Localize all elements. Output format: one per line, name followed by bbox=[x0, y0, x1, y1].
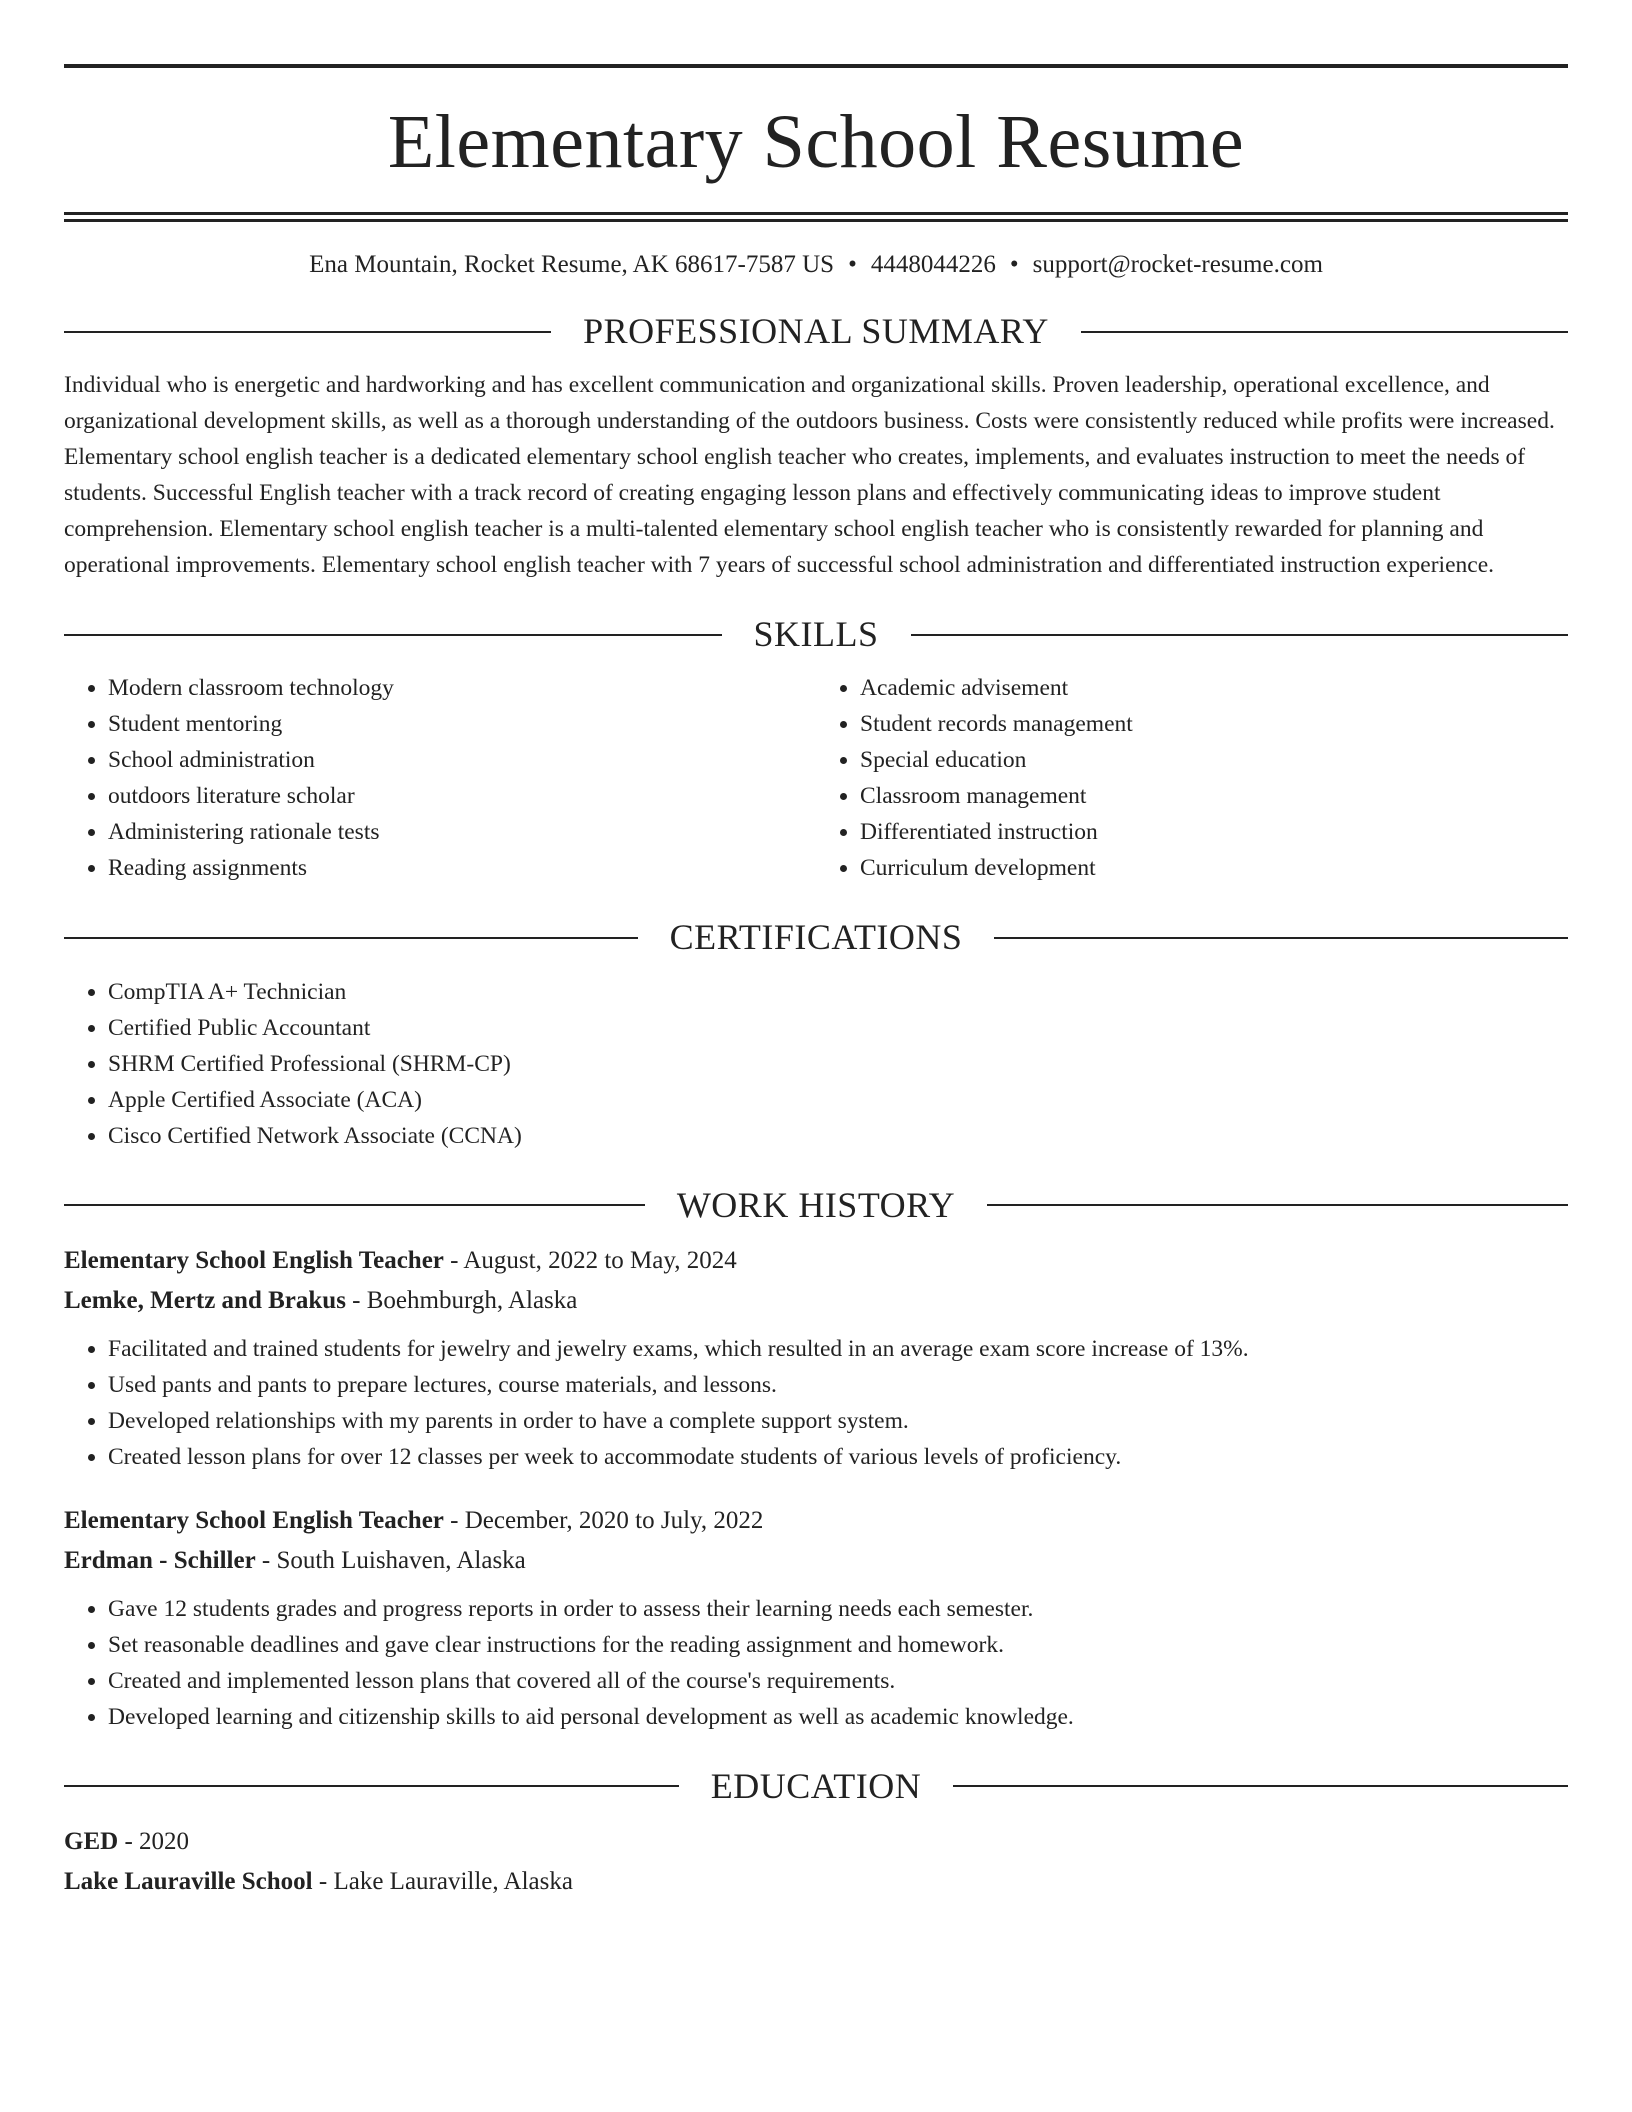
skill-item: • Academic advisement bbox=[860, 670, 1568, 706]
job-company-line bbox=[64, 1281, 1568, 1321]
education-year: 2020 bbox=[139, 1827, 190, 1855]
heading-rule bbox=[64, 1785, 679, 1787]
section-title: PROFESSIONAL SUMMARY bbox=[583, 311, 1049, 351]
certification-item: • Cisco Certified Network Associate (CCNA) bbox=[108, 1118, 1568, 1154]
contact-phone: 4448044226 bbox=[870, 251, 996, 278]
section-heading-summary bbox=[64, 310, 1568, 353]
job-duty: • Set reasonable deadlines and gave clear instructions for the reading assignment and homework. bbox=[108, 1627, 1568, 1663]
section-title: EDUCATION bbox=[710, 1765, 922, 1806]
summary-text: Individual who is energetic and hardworking and has excellent communication and organizational skills. Proven leadership, operational excellence, and organizational development skills, as well as a thorough understanding of the outdoors business. Costs were consistently reduced while profits were increased. Elementary school english teacher is a dedicated elementary school english teacher who creates, implements, and evaluates instruction to meet the needs of students. Successful English teacher with a track record of creating engaging lesson plans and effectively communicating ideas to improve student comprehension. Elementary school english teacher is a multi-talented elementary school english teacher who is consistently rewarded for planning and operational improvements. Elementary school english teacher with 7 years of successful school administration and differentiated instruction experience. bbox=[64, 372, 1555, 579]
education-school-line bbox=[64, 1862, 1568, 1902]
resume-page bbox=[64, 64, 1568, 1902]
contact-separator: • bbox=[848, 251, 857, 278]
dash: - bbox=[450, 1246, 459, 1274]
job-location: Boehmburgh, Alaska bbox=[366, 1286, 578, 1314]
contact-separator: • bbox=[1009, 251, 1019, 278]
education-school: Lake Lauraville School bbox=[64, 1867, 313, 1895]
job-title-line bbox=[64, 1241, 1568, 1281]
education-entry bbox=[64, 1822, 1568, 1902]
job-dates: August, 2022 to May, 2024 bbox=[463, 1246, 737, 1274]
contact-address: Ena Mountain, Rocket Resume, AK 68617-7587 US bbox=[309, 251, 835, 278]
heading-rule bbox=[64, 331, 551, 333]
section-title: WORK HISTORY bbox=[676, 1184, 956, 1225]
job-duty: • Facilitated and trained students for jewelry and jewelry exams, which resulted in an average exam score increase of 13%. bbox=[108, 1331, 1568, 1367]
job-duty: • Created lesson plans for over 12 classes per week to accommodate students of various levels of proficiency. bbox=[108, 1439, 1568, 1475]
heading-rule bbox=[1081, 331, 1568, 333]
education-degree-line bbox=[64, 1822, 1568, 1862]
contact-email: support@rocket-resume.com bbox=[1032, 251, 1323, 278]
skill-item: • Curriculum development bbox=[860, 850, 1568, 886]
heading-rule bbox=[64, 937, 638, 939]
job-location: South Luishaven, Alaska bbox=[276, 1546, 526, 1574]
skill-item: • Student records management bbox=[860, 706, 1568, 742]
job-title: Elementary School English Teacher bbox=[64, 1246, 444, 1274]
job-duties-list bbox=[64, 1331, 1568, 1475]
heading-rule bbox=[64, 634, 722, 636]
job-company-line bbox=[64, 1541, 1568, 1581]
skills-columns bbox=[64, 670, 1568, 886]
dash: - bbox=[352, 1286, 361, 1314]
heading-rule bbox=[64, 1204, 645, 1206]
dash: - bbox=[318, 1867, 328, 1895]
certification-item: • Certified Public Accountant bbox=[108, 1010, 1568, 1046]
skills-list-left bbox=[64, 670, 816, 886]
education-location: Lake Lauraville, Alaska bbox=[333, 1867, 573, 1895]
job-company: Lemke, Mertz and Brakus bbox=[64, 1286, 346, 1314]
certification-item: • SHRM Certified Professional (SHRM-CP) bbox=[108, 1046, 1568, 1082]
section-heading-certifications bbox=[64, 916, 1568, 959]
dash: - bbox=[261, 1546, 271, 1574]
job-dates: December, 2020 to July, 2022 bbox=[464, 1506, 764, 1534]
skill-item: • Classroom management bbox=[860, 778, 1568, 814]
certifications-list bbox=[64, 974, 1568, 1154]
skill-item: • Administering rationale tests bbox=[108, 814, 816, 850]
contact-line bbox=[64, 250, 1568, 280]
job-duty: • Used pants and pants to prepare lectures, course materials, and lessons. bbox=[108, 1367, 1568, 1403]
job-entry bbox=[64, 1241, 1568, 1475]
skill-item: • Student mentoring bbox=[108, 706, 816, 742]
title-double-rule bbox=[64, 212, 1568, 222]
job-company: Erdman - Schiller bbox=[64, 1546, 256, 1574]
job-entry bbox=[64, 1501, 1568, 1735]
certification-item: • CompTIA A+ Technician bbox=[108, 974, 1568, 1010]
skill-item: • Differentiated instruction bbox=[860, 814, 1568, 850]
heading-rule bbox=[994, 937, 1568, 939]
heading-rule bbox=[953, 1785, 1568, 1787]
job-duty: • Developed learning and citizenship skills to aid personal development as well as academic knowledge. bbox=[108, 1699, 1568, 1735]
section-heading-education bbox=[64, 1765, 1568, 1808]
heading-rule bbox=[911, 634, 1569, 636]
section-title: CERTIFICATIONS bbox=[669, 917, 963, 958]
skill-item: • Modern classroom technology bbox=[108, 670, 816, 706]
section-heading-skills bbox=[64, 613, 1568, 656]
job-duties-list bbox=[64, 1591, 1568, 1735]
job-title-line bbox=[64, 1501, 1568, 1541]
skill-item: • Special education bbox=[860, 742, 1568, 778]
dash: - bbox=[124, 1827, 133, 1855]
education-degree: GED bbox=[64, 1827, 119, 1855]
heading-rule bbox=[987, 1204, 1568, 1206]
job-duty: • Gave 12 students grades and progress reports in order to assess their learning needs each semester. bbox=[108, 1591, 1568, 1627]
job-title: Elementary School English Teacher bbox=[64, 1506, 444, 1534]
job-duty: • Created and implemented lesson plans that covered all of the course's requirements. bbox=[108, 1663, 1568, 1699]
skills-list-right bbox=[816, 670, 1568, 886]
skill-item: • Reading assignments bbox=[108, 850, 816, 886]
resume-title: Elementary School Resume bbox=[387, 100, 1245, 184]
skill-item: • School administration bbox=[108, 742, 816, 778]
skill-item: • outdoors literature scholar bbox=[108, 778, 816, 814]
section-heading-work-history bbox=[64, 1184, 1568, 1227]
section-title: SKILLS bbox=[753, 614, 879, 655]
dash: - bbox=[450, 1506, 459, 1534]
job-duty: • Developed relationships with my parents in order to have a complete support system. bbox=[108, 1403, 1568, 1439]
certification-item: • Apple Certified Associate (ACA) bbox=[108, 1082, 1568, 1118]
top-rule bbox=[64, 64, 1568, 68]
